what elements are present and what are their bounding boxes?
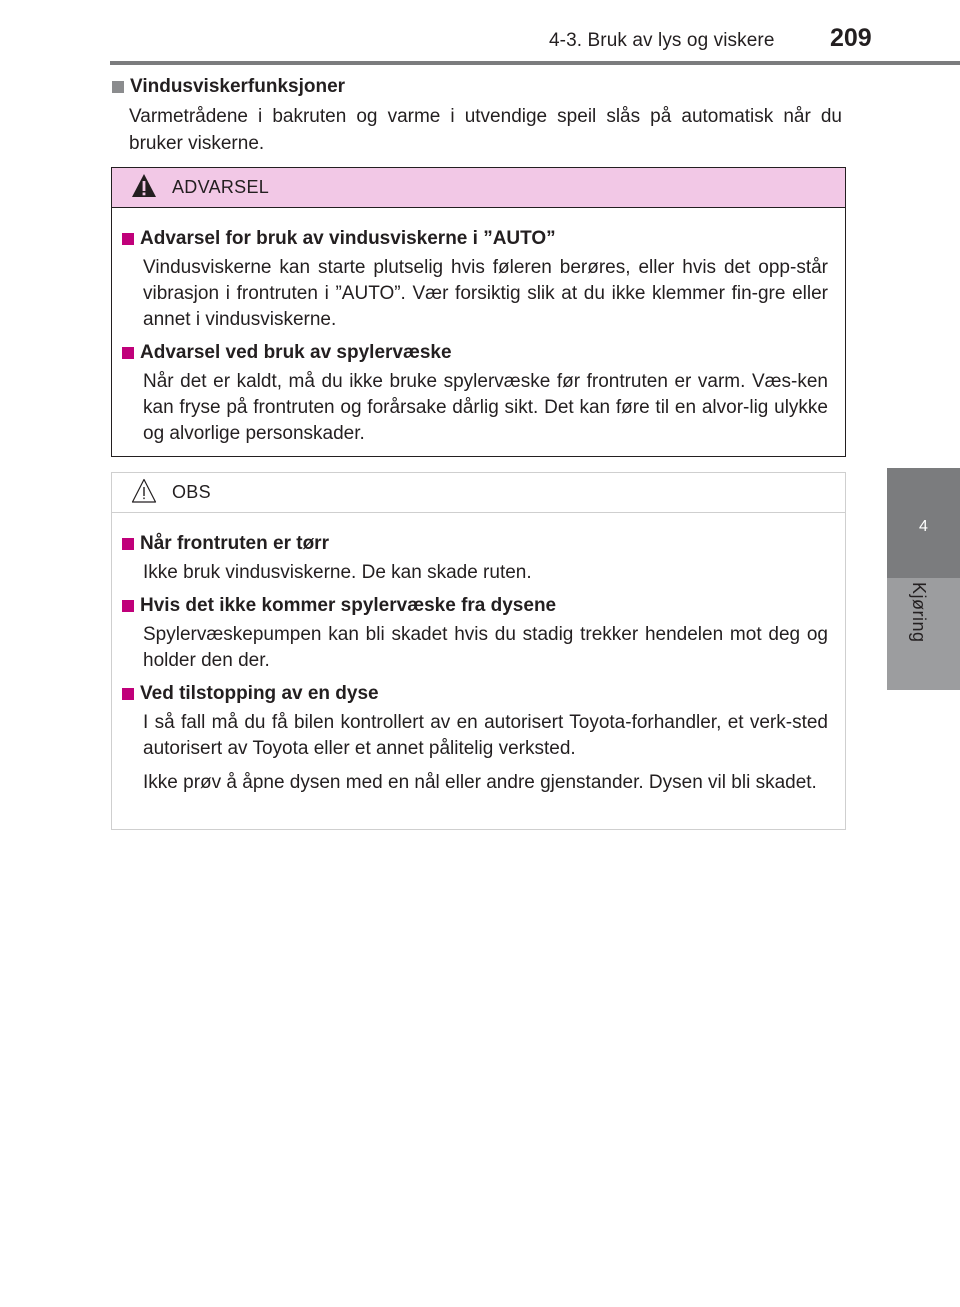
- notice-header: [112, 473, 845, 513]
- bullet-square-icon: [122, 538, 134, 550]
- warning-item-text: Når det er kaldt, må du ikke bruke spylervæske før frontruten er varm. Væs-ken kan fryse på frontruten og forårsake dårlig sikt. Det kan føre til en alvor-lig ulykke og alvorlige personskader.: [143, 371, 828, 444]
- bullet-square-icon: [122, 600, 134, 612]
- bullet-square-icon: [122, 347, 134, 359]
- notice-item-heading: [122, 532, 828, 556]
- bullet-square-icon: [122, 233, 134, 245]
- notice-box: [111, 472, 846, 830]
- header-rule: [110, 61, 960, 65]
- notice-title: OBS: [172, 482, 211, 502]
- warning-item-heading: [122, 227, 828, 251]
- warning-body: [112, 208, 845, 447]
- notice-item-text: I så fall må du få bilen kontrollert av en autorisert Toyota-forhandler, et verk-sted autorisert av Toyota eller et annet pålitelig verksted.: [143, 712, 828, 759]
- intro-section: [112, 75, 842, 157]
- chapter-label: Kjøring: [909, 582, 929, 643]
- caution-outline-triangle-icon: [130, 477, 158, 505]
- notice-item-text: Ikke prøv å åpne dysen med en nål eller andre gjenstander. Dysen vil bli skadet.: [143, 772, 817, 793]
- warning-header: [112, 168, 845, 208]
- section-title: 4-3. Bruk av lys og viskere: [549, 30, 775, 51]
- page-number: 209: [830, 24, 872, 52]
- bullet-square-icon: [112, 81, 124, 93]
- warning-title: ADVARSEL: [172, 177, 270, 197]
- warning-item-heading-text: Advarsel ved bruk av spylervæske: [140, 342, 452, 363]
- intro-heading: [112, 75, 842, 99]
- notice-body: [112, 513, 845, 796]
- bullet-square-icon: [122, 688, 134, 700]
- warning-item-heading: [122, 341, 828, 365]
- warning-triangle-icon: [130, 172, 158, 200]
- notice-item-heading: [122, 594, 828, 618]
- warning-box: [111, 167, 846, 457]
- notice-item-heading-text: Ved tilstopping av en dyse: [140, 683, 379, 704]
- chapter-number: 4: [919, 518, 928, 535]
- notice-item-text: Spylervæskepumpen kan bli skadet hvis du stadig trekker hendelen mot deg og holder den der.: [143, 624, 828, 671]
- notice-item-heading-text: Når frontruten er tørr: [140, 533, 329, 554]
- chapter-tab: [887, 468, 960, 578]
- intro-heading-text: Vindusviskerfunksjoner: [130, 76, 346, 97]
- notice-item-heading-text: Hvis det ikke kommer spylervæske fra dysene: [140, 595, 557, 616]
- warning-item-text: Vindusviskerne kan starte plutselig hvis føleren berøres, eller hvis det opp-står vibrasjon i frontruten i ”AUTO”. Vær forsiktig slik at du ikke klemmer fin-gre eller annet i vindusviskerne.: [143, 257, 828, 330]
- notice-item-text: Ikke bruk vindusviskerne. De kan skade ruten.: [143, 562, 532, 583]
- warning-item-heading-text: Advarsel for bruk av vindusviskerne i ”AUTO”: [140, 228, 556, 249]
- intro-text: Varmetrådene i bakruten og varme i utvendige speil slås på automatisk når du bruker viskerne.: [129, 106, 842, 154]
- notice-item-heading: [122, 682, 828, 706]
